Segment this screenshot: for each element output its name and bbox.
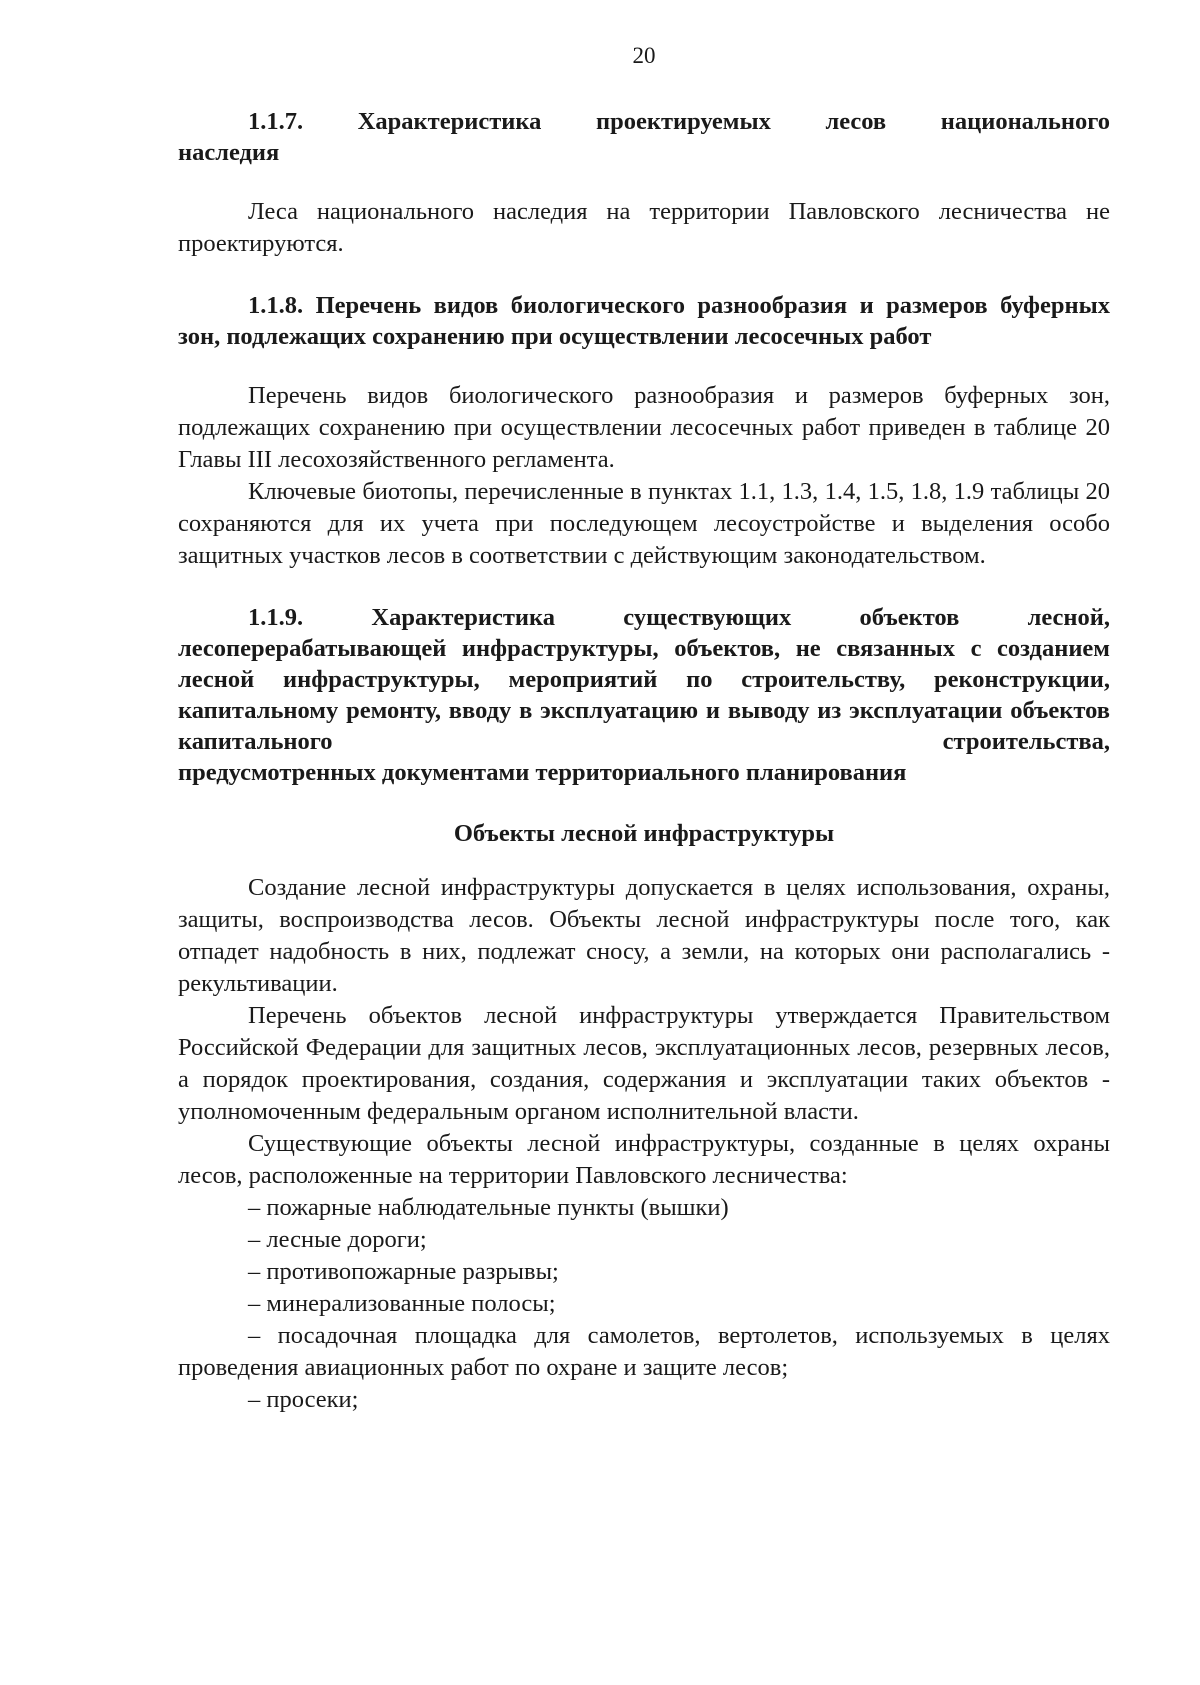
section-1-1-7-heading-line2: наследия bbox=[178, 139, 280, 166]
list-item: – пожарные наблюдательные пункты (вышки) bbox=[248, 1194, 729, 1221]
list-item: – посадочная площадка для самолетов, вертолетов, используемых в целях проведения авиационных работ по охране и защите лесов; bbox=[178, 1322, 1110, 1381]
section-1-1-9-paragraph-3: Существующие объекты лесной инфраструктуры, созданные в целях охраны лесов, расположенные на территории Павловского лесничества: bbox=[178, 1130, 1110, 1189]
subheading-forest-infrastructure: Объекты лесной инфраструктуры bbox=[453, 820, 835, 847]
section-1-1-9-paragraph-2: Перечень объектов лесной инфраструктуры утверждается Правительством Российской Федерации для защитных лесов, эксплуатационных лесов, резервных лесов, а порядок проектирования, создания, содержания и эксплуатации таких объектов - уполномоченным федеральным органом исполнительной власти. bbox=[178, 1002, 1110, 1125]
list-item: – противопожарные разрывы; bbox=[248, 1258, 559, 1285]
page-number: 20 bbox=[632, 43, 656, 68]
section-1-1-8-heading: 1.1.8. Перечень видов биологического разнообразия и размеров буферных зон, подлежащих сохранению при осуществлении лесосечных работ bbox=[178, 292, 1110, 350]
section-1-1-9-paragraph-1: Создание лесной инфраструктуры допускается в целях использования, охраны, защиты, воспроизводства лесов. Объекты лесной инфраструктуры после того, как отпадет надобность в них, подлежат сносу, а земли, на которых они располагались - рекультивации. bbox=[178, 874, 1110, 997]
section-1-1-8-paragraph-1: Перечень видов биологического разнообразия и размеров буферных зон, подлежащих сохранению при осуществлении лесосечных работ приведен в таблице 20 Главы III лесохозяйственного регламента. bbox=[178, 382, 1110, 473]
list-item: – лесные дороги; bbox=[248, 1226, 427, 1253]
section-1-1-9-heading-part2: предусмотренных документами территориального планирования bbox=[178, 759, 907, 786]
list-item: – минерализованные полосы; bbox=[248, 1290, 556, 1317]
section-1-1-7-heading-line1: 1.1.7. Характеристика проектируемых лесов национального bbox=[248, 108, 1110, 135]
list-item: – просеки; bbox=[248, 1386, 359, 1413]
section-1-1-7-paragraph: Леса национального наследия на территории Павловского лесничества не проектируются. bbox=[178, 198, 1110, 257]
section-1-1-8-paragraph-2: Ключевые биотопы, перечисленные в пунктах 1.1, 1.3, 1.4, 1.5, 1.8, 1.9 таблицы 20 сохраняются для их учета при последующем лесоустройстве и выделения особо защитных участков лесов в соответствии с действующим законодательством. bbox=[178, 478, 1110, 569]
section-1-1-9-heading-part1: 1.1.9. Характеристика существующих объектов лесной, лесоперерабатывающей инфраструктуры, объектов, не связанных с созданием лесной инфраструктуры, мероприятий по строительству, реконструкции, капитальному ремонту, вводу в эксплуатацию и выводу из эксплуатации объектов капитального строительства, bbox=[178, 604, 1110, 755]
